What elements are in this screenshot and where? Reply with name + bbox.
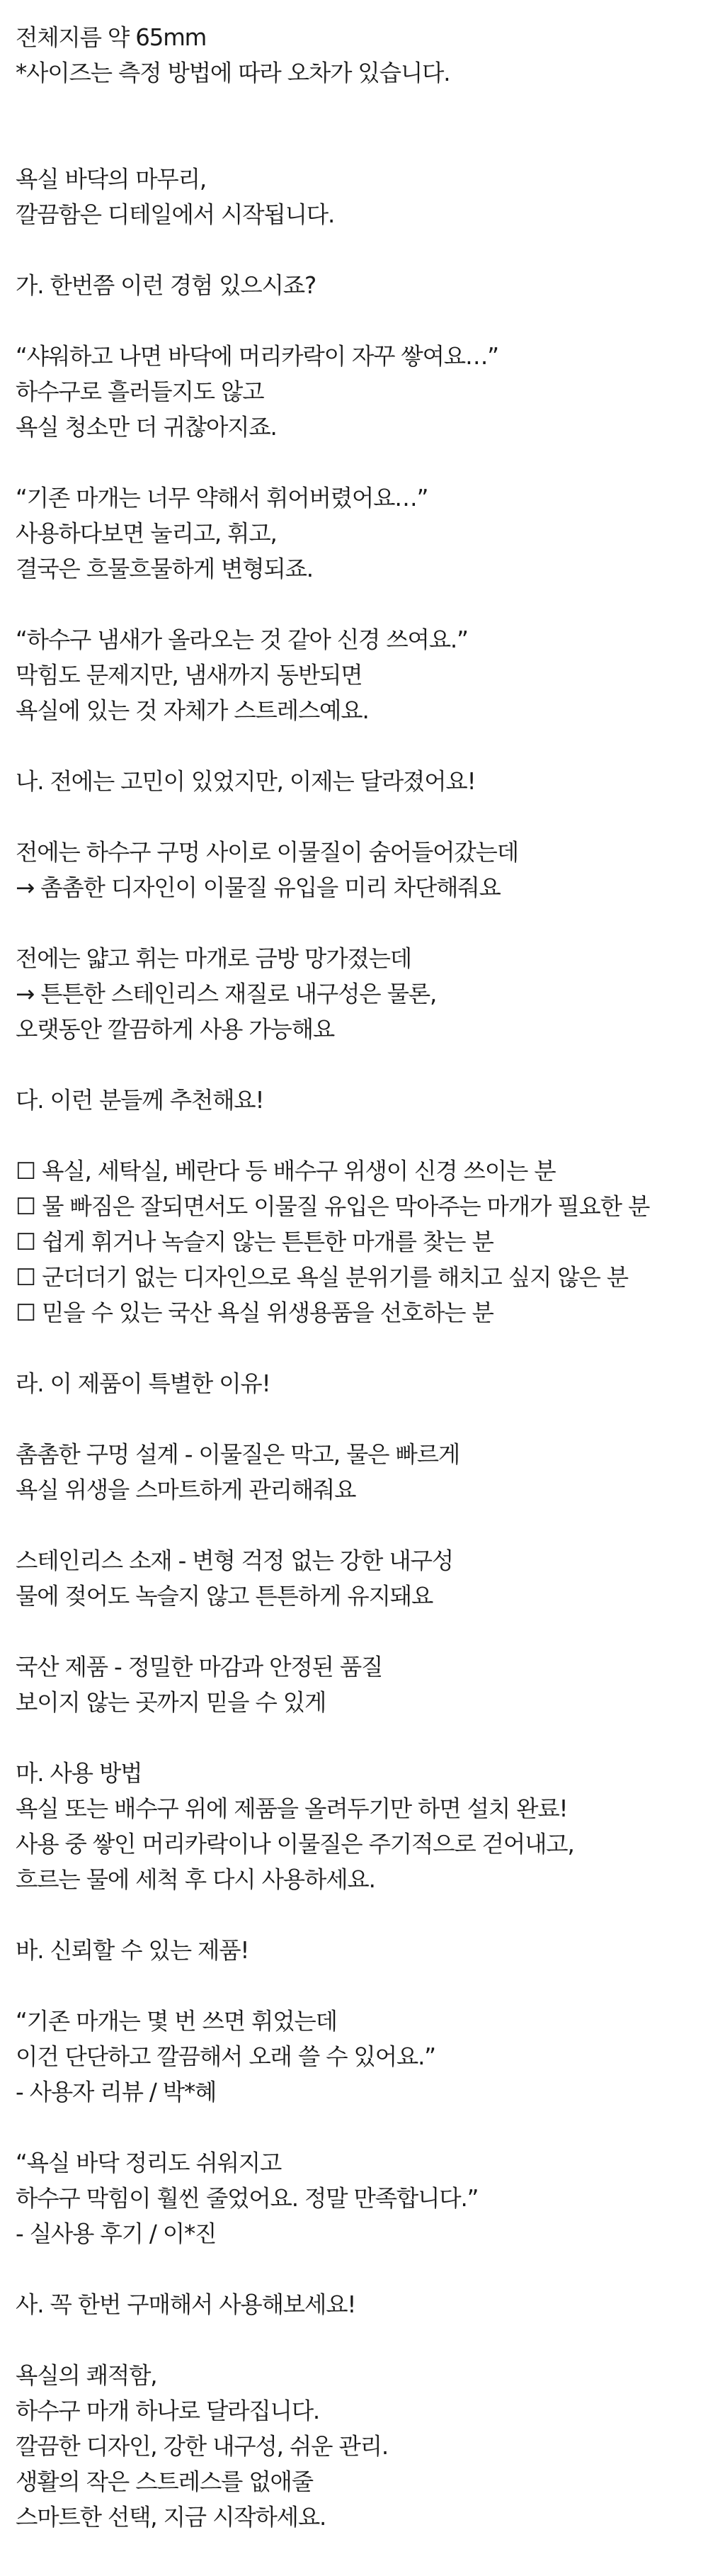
text-line: 촘촘한 구멍 설계 - 이물질은 막고, 물은 빠르게: [16, 1441, 460, 1468]
text-line: 욕실에 있는 것 자체가 스트레스예요.: [16, 697, 369, 724]
before-after-paragraph: [16, 835, 695, 905]
review-line: “욕실 바닥 정리도 쉬워지고: [16, 2150, 282, 2176]
section-before-after: [16, 764, 695, 1047]
product-description: [16, 20, 695, 2535]
experience-paragraph: [16, 339, 695, 445]
text-line: 물에 젖어도 녹슬지 않고 튼튼하게 유지돼요: [16, 1583, 433, 1610]
section-usage: [16, 1756, 695, 1897]
text-line: 전에는 하수구 구멍 사이로 이물질이 숨어들어갔는데: [16, 839, 518, 866]
quote-line: “샤워하고 나면 바닥에 머리카락이 자꾸 쌓여요…”: [16, 343, 498, 370]
before-after-paragraph: [16, 941, 695, 1047]
section-features: [16, 1366, 695, 1720]
section-recommend: [16, 1083, 695, 1331]
feature-paragraph: [16, 1543, 695, 1614]
section-title: 바. 신뢰할 수 있는 제품!: [16, 1937, 249, 1964]
section-title: 나. 전에는 고민이 있었지만, 이제는 달라졌어요!: [16, 768, 476, 795]
review-line: “기존 마개는 몇 번 쓰면 휘었는데: [16, 2008, 337, 2035]
text-line: 하수구로 흘러들지도 않고: [16, 378, 264, 405]
list-item: ☐ 군더더기 없는 디자인으로 욕실 분위기를 해치고 싶지 않은 분: [16, 1264, 628, 1291]
text-line: 사용하다보면 눌리고, 휘고,: [16, 520, 277, 547]
list-item: ☐ 믿을 수 있는 국산 욕실 위생용품을 선호하는 분: [16, 1299, 493, 1326]
section-title: 마. 사용 방법: [16, 1760, 142, 1787]
text-line: 보이지 않는 곳까지 믿을 수 있게: [16, 1689, 326, 1716]
text-line: 전에는 얇고 휘는 마개로 금방 망가졌는데: [16, 945, 411, 972]
headline: [16, 162, 695, 232]
text-line: 욕실 또는 배수구 위에 제품을 올려두기만 하면 설치 완료!: [16, 1795, 568, 1822]
review-line: 이건 단단하고 깔끔해서 오래 쓸 수 있어요.”: [16, 2043, 435, 2070]
text-line: 생활의 작은 스트레스를 없애줄: [16, 2468, 313, 2495]
size-note: *사이즈는 측정 방법에 따라 오차가 있습니다.: [16, 60, 450, 86]
section-title: 다. 이런 분들께 추천해요!: [16, 1087, 264, 1114]
section-title: 라. 이 제품이 특별한 이유!: [16, 1370, 270, 1397]
text-line: 흐르는 물에 세척 후 다시 사용하세요.: [16, 1866, 375, 1893]
text-line: 하수구 마개 하나로 달라집니다.: [16, 2397, 320, 2424]
review: [16, 2004, 695, 2110]
text-line: 오랫동안 깔끔하게 사용 가능해요: [16, 1016, 335, 1043]
review-author: - 실사용 후기 / 이*진: [16, 2220, 217, 2247]
text-line: 스테인리스 소재 - 변형 걱정 없는 강한 내구성: [16, 1547, 453, 1574]
text-line: 욕실 위생을 스마트하게 관리해줘요: [16, 1476, 356, 1503]
quote-line: “하수구 냄새가 올라오는 것 같아 신경 쓰여요.”: [16, 626, 468, 653]
headline-line: 욕실 바닥의 마무리,: [16, 166, 206, 193]
text-line: → 촘촘한 디자인이 이물질 유입을 미리 차단해줘요: [16, 874, 501, 901]
text-line: 국산 제품 - 정밀한 마감과 안정된 품질: [16, 1654, 383, 1680]
list-item: ☐ 욕실, 세탁실, 베란다 등 배수구 위생이 신경 쓰이는 분: [16, 1158, 556, 1185]
text-line: 사용 중 쌓인 머리카락이나 이물질은 주기적으로 걷어내고,: [16, 1831, 574, 1858]
headline-line: 깔끔함은 디테일에서 시작됩니다.: [16, 201, 335, 228]
section-experience: [16, 268, 695, 728]
review: [16, 2145, 695, 2252]
text-line: 깔끔한 디자인, 강한 내구성, 쉬운 관리.: [16, 2433, 388, 2460]
size-line: 전체지름 약 65mm: [16, 24, 207, 51]
quote-line: “기존 마개는 너무 약해서 휘어버렸어요…”: [16, 485, 428, 512]
text-line: 욕실 청소만 더 귀찮아지죠.: [16, 414, 277, 441]
section-closing: [16, 2287, 695, 2535]
review-author: - 사용자 리뷰 / 박*혜: [16, 2079, 217, 2106]
experience-paragraph: [16, 480, 695, 587]
text-line: → 튼튼한 스테인리스 재질로 내구성은 물론,: [16, 981, 437, 1007]
text-line: 욕실의 쾌적함,: [16, 2362, 157, 2389]
list-item: ☐ 쉽게 휘거나 녹슬지 않는 튼튼한 마개를 찾는 분: [16, 1228, 493, 1255]
size-info: [16, 20, 695, 91]
experience-paragraph: [16, 622, 695, 728]
review-line: 하수구 막힘이 훨씬 줄었어요. 정말 만족합니다.”: [16, 2185, 479, 2212]
section-title: 사. 꼭 한번 구매해서 사용해보세요!: [16, 2291, 356, 2318]
feature-paragraph: [16, 1649, 695, 1720]
text-line: 결국은 흐물흐물하게 변형되죠.: [16, 555, 313, 582]
text-line: 막힘도 문제지만, 냄새까지 동반되면: [16, 662, 362, 689]
text-line: 스마트한 선택, 지금 시작하세요.: [16, 2504, 326, 2531]
section-reviews: [16, 1933, 695, 2252]
feature-paragraph: [16, 1437, 695, 1508]
list-item: ☐ 물 빠짐은 잘되면서도 이물질 유입은 막아주는 마개가 필요한 분: [16, 1193, 650, 1220]
section-title: 가. 한번쯤 이런 경험 있으시죠?: [16, 272, 316, 299]
recommend-list: [16, 1153, 695, 1331]
